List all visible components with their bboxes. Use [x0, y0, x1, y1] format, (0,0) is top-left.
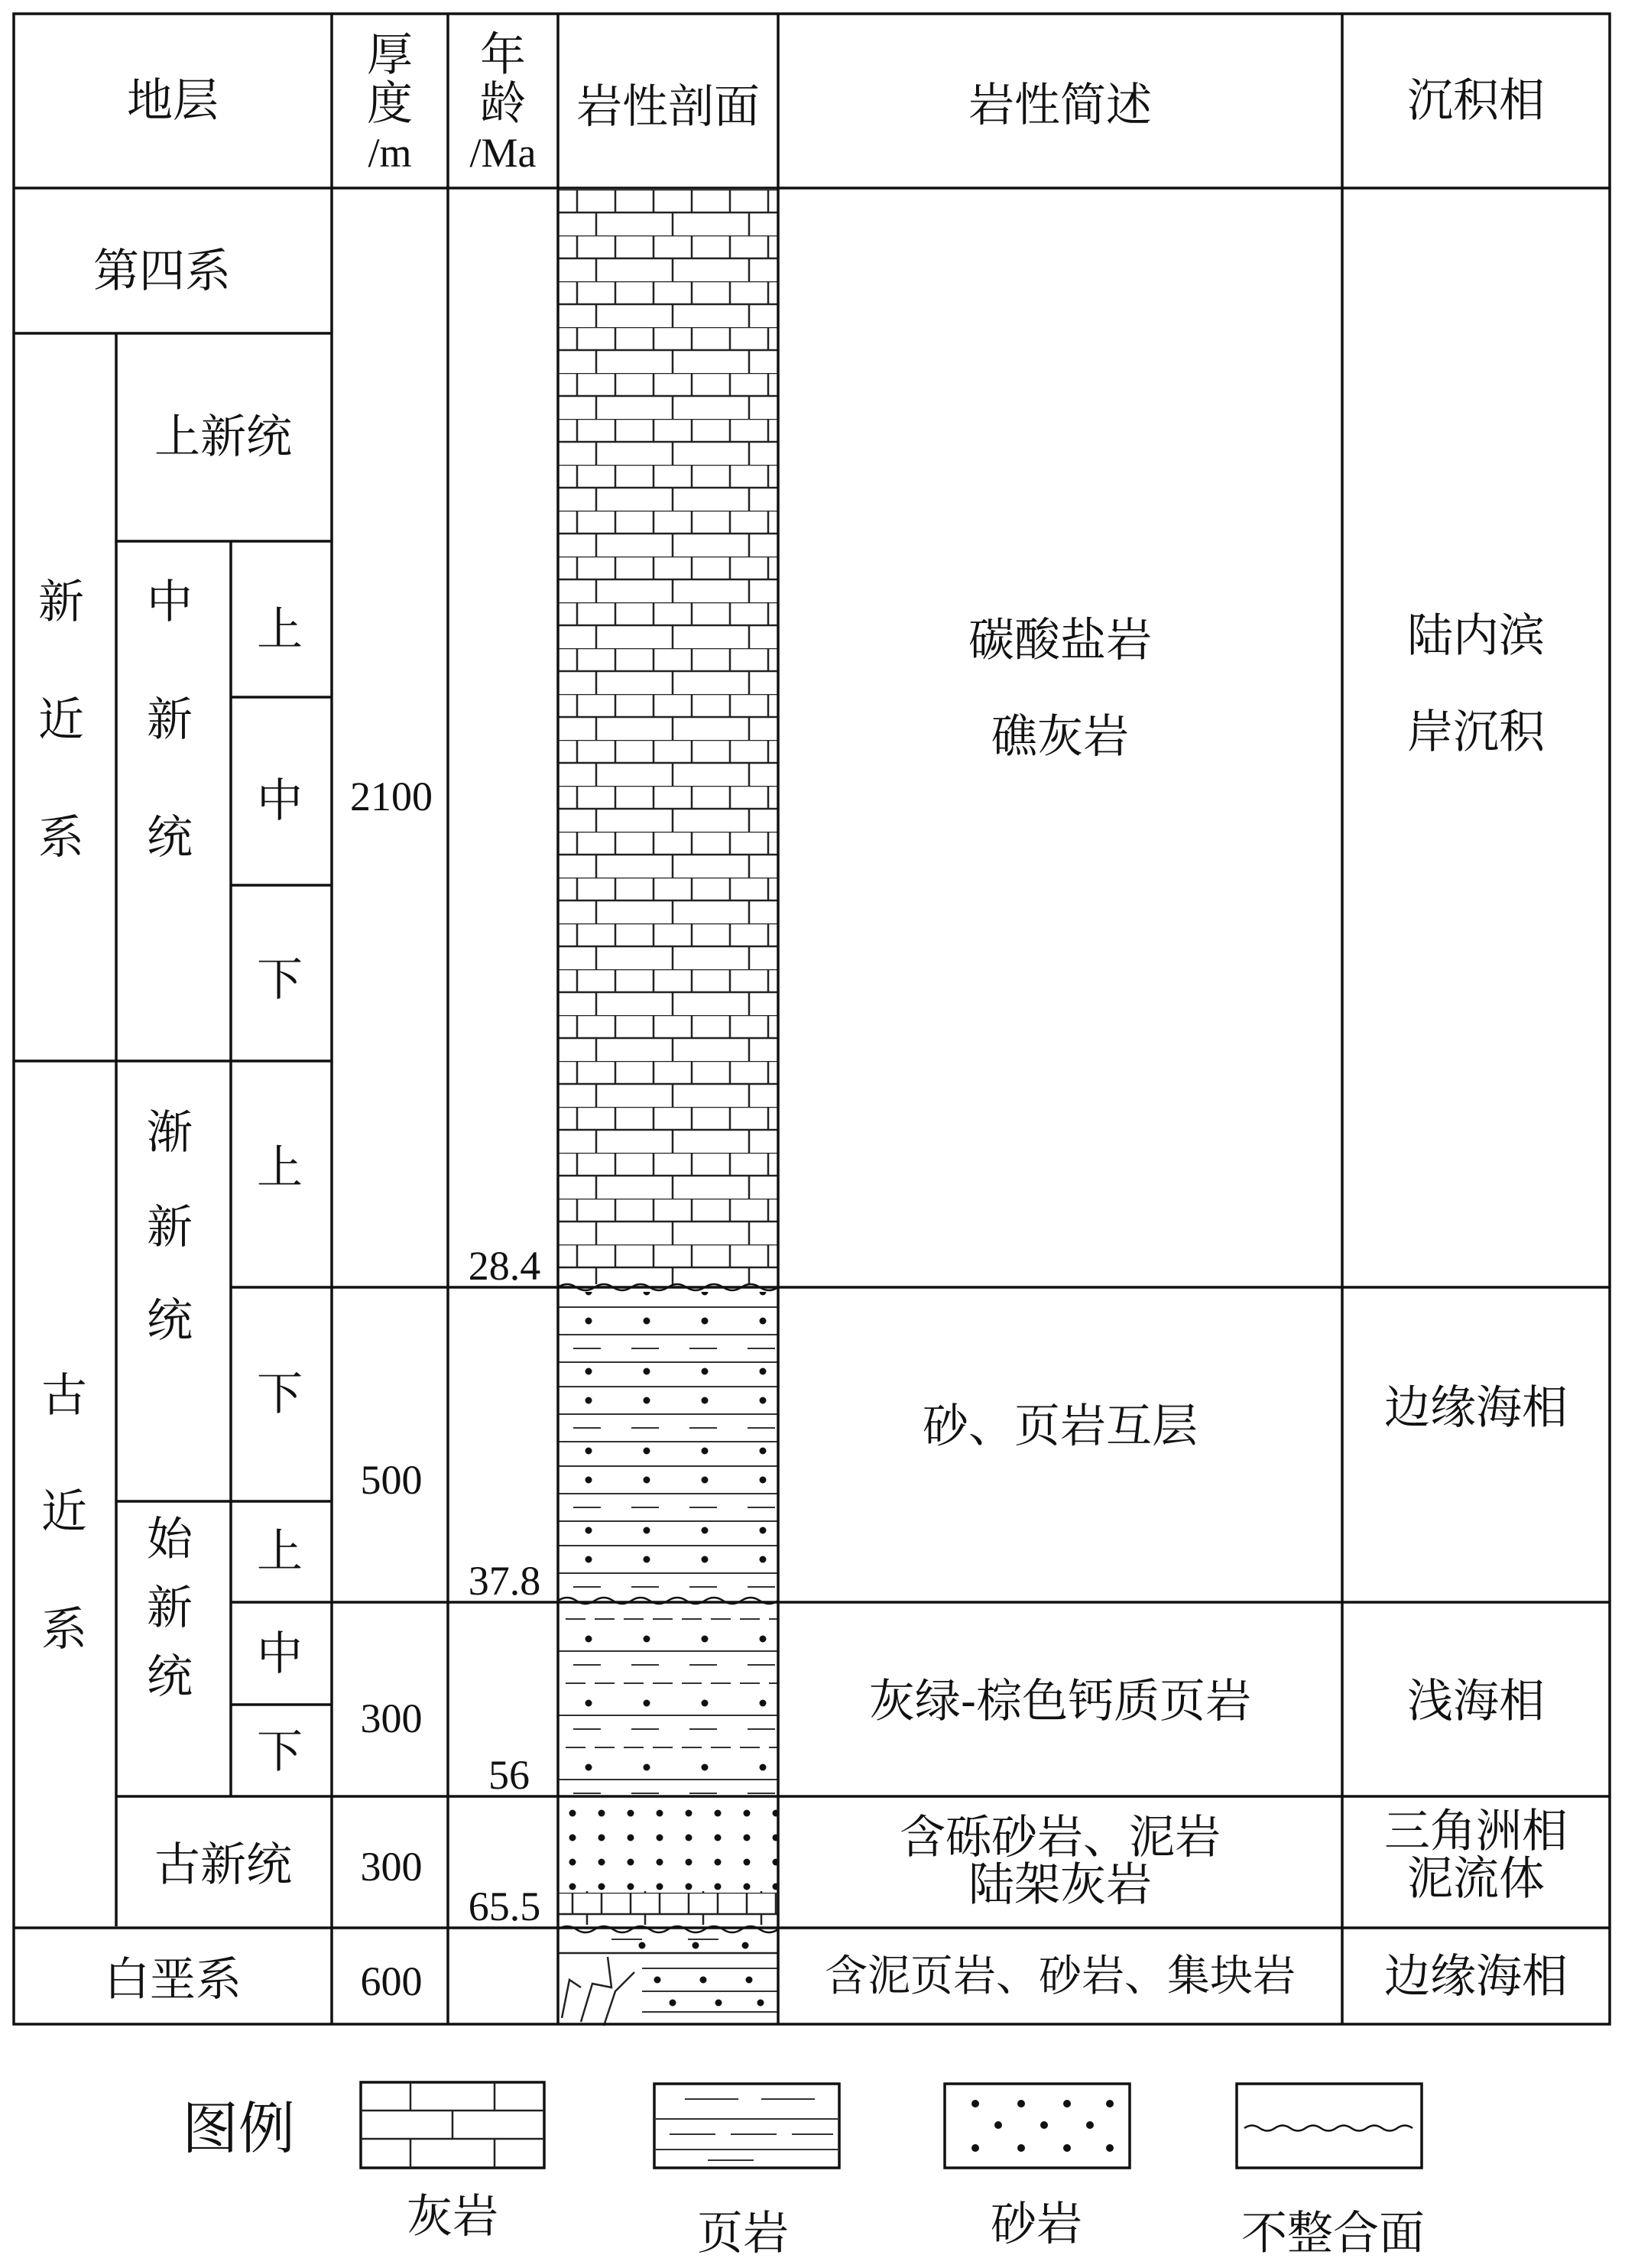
thickness-value: 600 [360, 1958, 423, 2004]
miocene-middle-label: 中 [257, 774, 303, 828]
facies-text: 泥流体 [1407, 1852, 1545, 1906]
facies-text: 浅海相 [1407, 1675, 1545, 1728]
header-lithology-section: 岩性剖面 [576, 80, 760, 134]
paleogene-label: 古 [41, 1369, 87, 1423]
legend-label-limestone: 灰岩 [407, 2190, 498, 2244]
thickness-value: 300 [360, 1844, 423, 1890]
age-value: 37.8 [468, 1558, 541, 1604]
miocene-label: 中 [147, 576, 193, 629]
description-text: 灰绿-棕色钙质页岩 [868, 1675, 1252, 1728]
miocene-lower-label: 下 [257, 953, 303, 1007]
thickness-value: 2100 [350, 774, 433, 819]
cretaceous-label: 白垩系 [104, 1953, 242, 2007]
legend-title: 图例 [182, 2096, 295, 2162]
age-column [469, 1243, 541, 1929]
description-column [825, 614, 1296, 2001]
table-header [127, 28, 1545, 176]
eocene-label: 始 [147, 1513, 193, 1566]
facies-text: 边缘海相 [1384, 1381, 1568, 1435]
header-age-unit: /Ma [469, 130, 537, 176]
eocene-upper-label: 上 [257, 1525, 303, 1579]
paleogene-label: 系 [41, 1603, 87, 1656]
description-text: 砂、页岩互层 [923, 1400, 1198, 1453]
facies-text: 边缘海相 [1384, 1950, 1568, 2004]
header-age: 年 [480, 28, 526, 82]
age-value: 56 [488, 1752, 530, 1798]
header-thickness: 度 [367, 77, 413, 131]
description-text: 含砾砂岩、泥岩 [900, 1811, 1221, 1864]
description-text: 礁灰岩 [991, 710, 1129, 764]
header-age: 龄 [480, 77, 526, 131]
facies-text: 三角洲相 [1384, 1805, 1568, 1858]
age-value: 65.5 [468, 1884, 541, 1929]
eocene-lower-label: 下 [257, 1725, 303, 1779]
cretaceous-unit [558, 1939, 778, 2026]
oligocene-upper-label: 上 [257, 1141, 303, 1195]
shale-pattern-icon [654, 2084, 839, 2168]
legend-label-shale: 页岩 [697, 2207, 789, 2260]
legend-label-unconformity: 不整合面 [1241, 2207, 1425, 2260]
oligocene-label: 统 [147, 1294, 193, 1348]
pliocene-label: 上新统 [154, 410, 292, 464]
eocene-label: 新 [147, 1582, 193, 1635]
neogene-label: 近 [38, 693, 84, 747]
header-facies: 沉积相 [1407, 74, 1545, 128]
header-stratum: 地层 [127, 74, 219, 128]
eocene-label: 统 [147, 1650, 193, 1704]
thickness-value: 300 [360, 1695, 423, 1741]
facies-text: 岸沉积 [1407, 706, 1545, 759]
oligocene-label: 新 [147, 1201, 193, 1254]
miocene-label: 统 [147, 811, 193, 865]
description-text: 陆架灰岩 [968, 1858, 1152, 1912]
sandstone-pattern-icon [945, 2084, 1130, 2168]
limestone-pattern-icon [361, 2082, 544, 2168]
legend-label-sandstone: 砂岩 [991, 2198, 1082, 2251]
header-thickness: 厚 [367, 28, 413, 82]
unconformity-icon [1237, 2084, 1422, 2168]
miocene-label: 新 [147, 693, 193, 747]
miocene-upper-label: 上 [257, 603, 303, 657]
conglomeratic-sandstone-unit [558, 1801, 778, 1891]
shelf-limestone-unit [558, 1891, 778, 1925]
header-thickness-unit: /m [368, 130, 412, 176]
oligocene-lower-label: 下 [257, 1368, 303, 1421]
quaternary-label: 第四系 [93, 245, 231, 298]
thickness-column [350, 774, 433, 2004]
paleocene-label: 古新统 [154, 1838, 292, 1892]
limestone-unit [558, 190, 778, 1284]
strata-column [38, 245, 303, 2007]
legend [182, 2082, 1425, 2260]
paleogene-label: 近 [41, 1485, 87, 1539]
lithology-column [558, 190, 778, 2026]
facies-text: 陆内滨 [1407, 609, 1545, 663]
eocene-middle-label: 中 [257, 1627, 303, 1681]
sand-shale-unit [558, 1292, 778, 1598]
neogene-label: 新 [38, 576, 84, 629]
neogene-label: 系 [38, 811, 84, 865]
description-text: 碳酸盐岩 [968, 614, 1152, 667]
age-value: 28.4 [468, 1243, 541, 1289]
thickness-value: 500 [360, 1457, 423, 1503]
calcareous-shale-unit [558, 1605, 778, 1798]
oligocene-label: 渐 [147, 1106, 193, 1160]
header-lithology-description: 岩性简述 [968, 79, 1152, 132]
facies-column [1384, 609, 1568, 2004]
description-text: 含泥页岩、砂岩、集块岩 [825, 1952, 1296, 2001]
table-grid [14, 14, 1610, 2024]
